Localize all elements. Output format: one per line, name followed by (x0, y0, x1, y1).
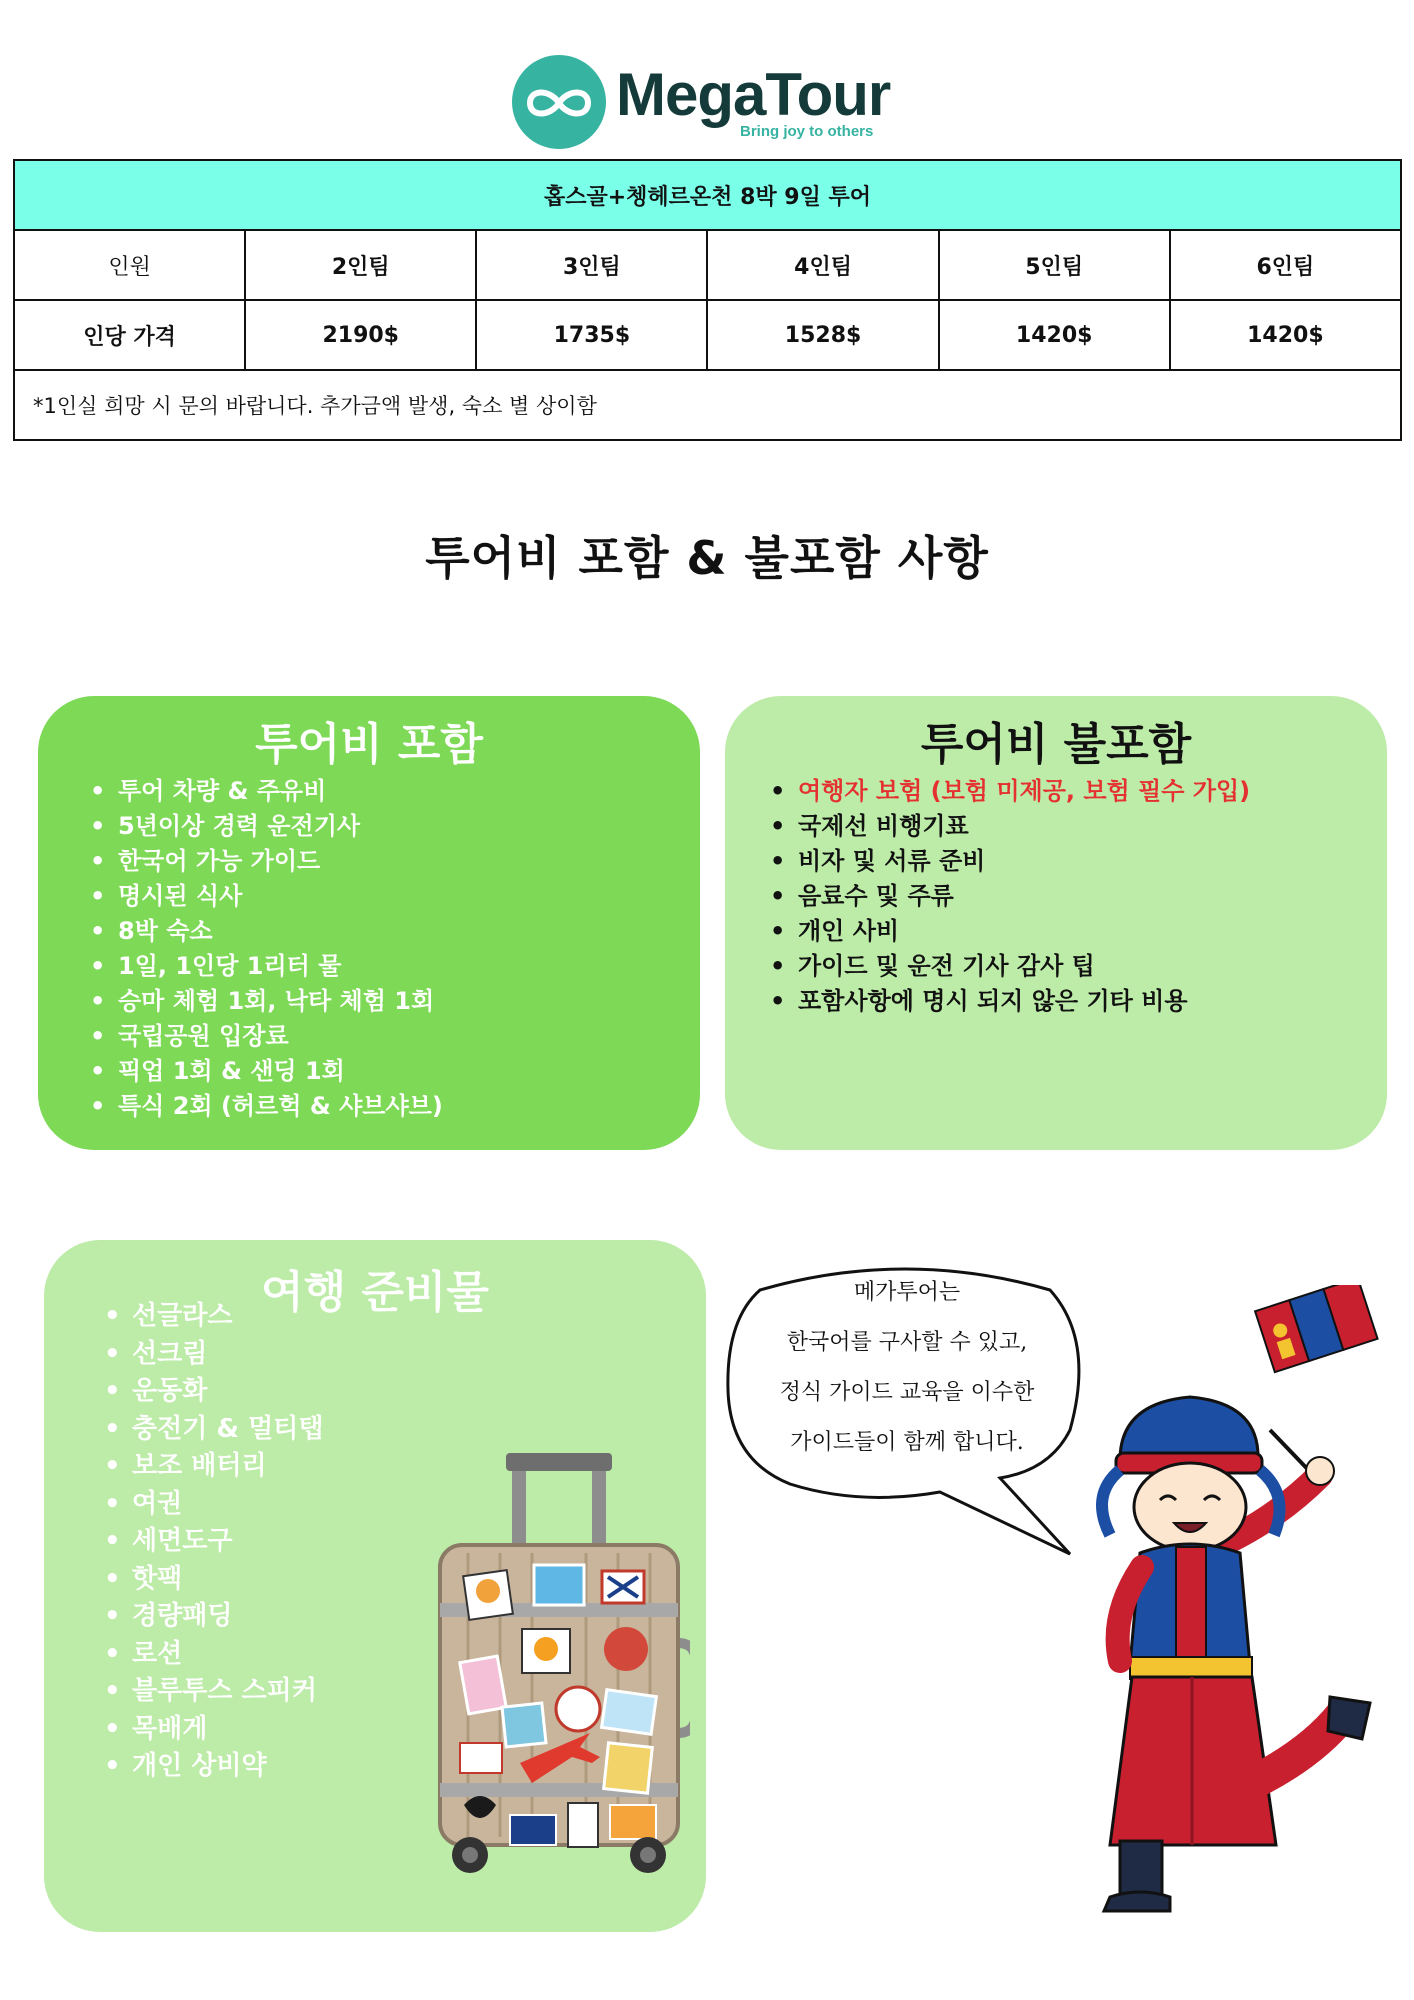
tour-title: 홉스골+쳉헤르온천 8박 9일 투어 (14, 160, 1401, 230)
list-item: • 개인 상비약 (104, 1748, 323, 1786)
list-item: • 목배게 (104, 1711, 323, 1749)
header-cell-team: 6인팀 (1170, 230, 1401, 300)
included-card (38, 696, 700, 1150)
list-item: • 보조 배터리 (104, 1448, 323, 1486)
header-cell-people: 인원 (14, 230, 245, 300)
mongolian-character-with-flag-illustration (1080, 1285, 1380, 1925)
list-item: • 개인 사비 (770, 914, 1250, 949)
list-item: • 선크림 (104, 1336, 323, 1374)
list-item: • 핫팩 (104, 1561, 323, 1599)
speech-bubble-text (742, 1268, 1072, 1468)
price-note: *1인실 희망 시 문의 바랍니다. 추가금액 발생, 숙소 별 상이함 (14, 370, 1401, 440)
logo-tagline: Bring joy to others (740, 123, 874, 140)
header-cell-team: 3인팀 (476, 230, 707, 300)
excluded-card (725, 696, 1387, 1150)
preparation-title: 여행 준비물 (261, 1267, 489, 1318)
price-cell: 1735$ (476, 300, 707, 370)
speech-line: 정식 가이드 교육을 이수한 (779, 1380, 1035, 1405)
list-item: • 비자 및 서류 준비 (770, 844, 1250, 879)
section-title: 투어비 포함 & 불포함 사항 (425, 531, 989, 585)
speech-line: 한국어를 구사할 수 있고, (786, 1330, 1028, 1355)
list-item: • 로션 (104, 1636, 323, 1674)
list-item: • 운동화 (104, 1373, 323, 1411)
list-item: • 음료수 및 주류 (770, 879, 1250, 914)
sticker-suitcase-illustration (430, 1453, 690, 1883)
price-table-note-row (14, 370, 1401, 440)
logo-name: MegaTour (616, 61, 891, 128)
list-item: • 한국어 가능 가이드 (90, 844, 443, 879)
price-table-price-row (14, 300, 1401, 370)
list-item: • 블루투스 스피커 (104, 1673, 323, 1711)
header-cell-team: 4인팀 (707, 230, 938, 300)
list-item: • 가이드 및 운전 기사 감사 팁 (770, 949, 1250, 984)
excluded-list (770, 774, 1250, 1019)
speech-line: 가이드들이 함께 합니다. (790, 1430, 1024, 1455)
price-cell: 2190$ (245, 300, 476, 370)
preparation-list (104, 1298, 323, 1786)
list-item: • 1일, 1인당 1리터 물 (90, 949, 443, 984)
header-cell-team: 2인팀 (245, 230, 476, 300)
list-item: • 여권 (104, 1486, 323, 1524)
list-item: • 5년이상 경력 운전기사 (90, 809, 443, 844)
mega-tour-logo-icon (512, 55, 606, 149)
list-item: • 승마 체험 1회, 낙타 체험 1회 (90, 984, 443, 1019)
list-item: • 선글라스 (104, 1298, 323, 1336)
list-item-insurance-warning: • 여행자 보험 (보험 미제공, 보험 필수 가입) (770, 774, 1250, 809)
excluded-title: 투어비 불포함 (920, 719, 1192, 770)
price-row-label: 인당 가격 (14, 300, 245, 370)
price-table-title-row (14, 160, 1401, 230)
price-cell: 1528$ (707, 300, 938, 370)
list-item: • 세면도구 (104, 1523, 323, 1561)
included-list (90, 774, 443, 1124)
list-item: • 8박 숙소 (90, 914, 443, 949)
price-cell: 1420$ (939, 300, 1170, 370)
list-item: • 국제선 비행기표 (770, 809, 1250, 844)
list-item: • 국립공원 입장료 (90, 1019, 443, 1054)
speech-line: 메가투어는 (853, 1280, 961, 1305)
list-item: • 특식 2회 (허르헉 & 샤브샤브) (90, 1089, 443, 1124)
price-cell: 1420$ (1170, 300, 1401, 370)
list-item: • 투어 차량 & 주유비 (90, 774, 443, 809)
list-item: • 픽업 1회 & 샌딩 1회 (90, 1054, 443, 1089)
brand-logo (512, 52, 912, 152)
header-cell-team: 5인팀 (939, 230, 1170, 300)
list-item: • 포함사항에 명시 되지 않은 기타 비용 (770, 984, 1250, 1019)
price-table (13, 159, 1402, 441)
list-item: • 명시된 식사 (90, 879, 443, 914)
list-item: • 경량패딩 (104, 1598, 323, 1636)
list-item: • 충전기 & 멀티탭 (104, 1411, 323, 1449)
price-table-header-row (14, 230, 1401, 300)
included-title: 투어비 포함 (255, 719, 483, 770)
